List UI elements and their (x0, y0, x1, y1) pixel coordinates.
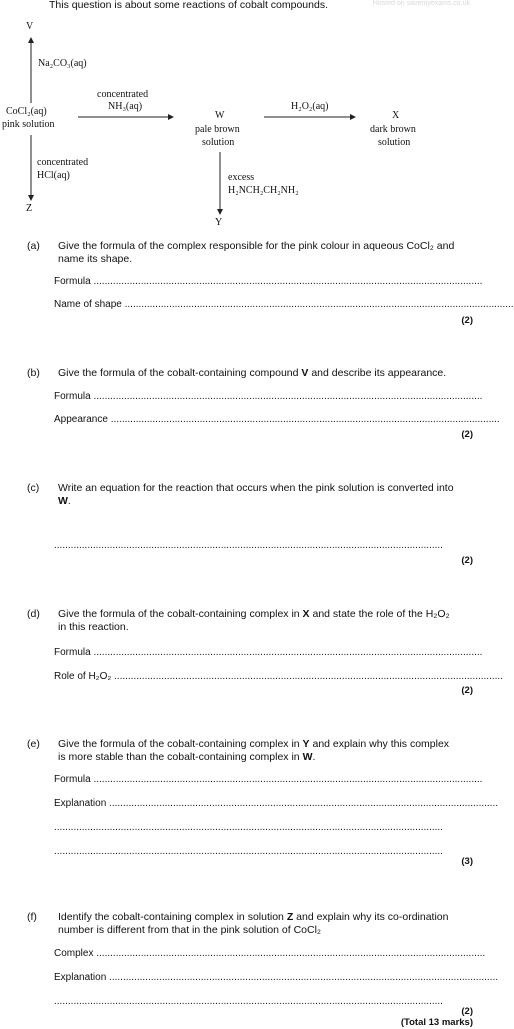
marks-f: (2) (461, 1006, 473, 1017)
answer-b-appearance-label: Appearance (54, 414, 108, 425)
species-z: Z (26, 203, 33, 214)
answer-line: ............................................................................................................................................ (109, 798, 499, 809)
question-d-label: (d) (27, 608, 40, 620)
pale-brown-label: pale brown (195, 124, 240, 135)
question-f-text-end: and explain why its co-ordination number is different from that in the pink solution of CoCl₂ (58, 911, 449, 936)
reagent-en: H₂NCH₂CH₂NH₂ (228, 185, 299, 196)
answer-b-formula[interactable] (54, 391, 483, 402)
answer-line: ............................................................................................................................................ (110, 414, 500, 425)
answer-line: ............................................................................................................................................ (93, 276, 483, 287)
marks-b: (2) (461, 429, 473, 440)
question-b-text-end: and describe its appearance. (308, 367, 447, 379)
question-a (27, 240, 457, 265)
question-c-text-end: . (67, 495, 71, 507)
reagent-na2co3: Na₂CO₃(aq) (38, 58, 87, 69)
reagent-conc-label: concentrated (97, 89, 149, 100)
reagent-hcl: HCl(aq) (37, 170, 70, 181)
question-a-label: (a) (27, 240, 40, 252)
question-d-text: Give the formula of the cobalt-containing complex in (58, 608, 303, 620)
answer-f-line-3[interactable] (54, 996, 443, 1007)
question-c (27, 482, 457, 507)
reaction-scheme-arrows (0, 0, 474, 240)
question-c-label: (c) (27, 482, 40, 494)
question-e-text-mid: and explain why this complex is more stable than the cobalt-containing complex in (58, 738, 450, 763)
reagent-nh3: NH₃(aq) (108, 101, 143, 112)
answer-e-line-3[interactable] (54, 822, 443, 833)
watermark: Hosted on savemyexams.co.uk (372, 0, 470, 7)
question-a-text: Give the formula of the complex responsible for the pink colour in aqueous CoCl₂ and name its shape. (58, 240, 455, 265)
answer-b-formula-label: Formula (54, 391, 91, 402)
answer-e-formula[interactable] (54, 774, 483, 785)
answer-d-role[interactable] (54, 671, 503, 682)
answer-line: ............................................................................................................................................ (114, 671, 503, 682)
intro-text: This question is about some reactions of cobalt compounds. (49, 0, 328, 11)
answer-line: ............................................................................................................................................ (54, 996, 443, 1007)
answer-line: ............................................................................................................................................ (93, 391, 483, 402)
question-c-bold: W (58, 495, 68, 507)
answer-d-formula-label: Formula (54, 647, 91, 658)
question-e-text-end: . (312, 751, 316, 763)
answer-e-formula-label: Formula (54, 774, 91, 785)
question-b-label: (b) (27, 367, 40, 379)
answer-line: ............................................................................................................................................ (109, 972, 499, 983)
marks-d: (2) (461, 685, 473, 696)
answer-a-formula-label: Formula (54, 276, 91, 287)
answer-line: ............................................................................................................................................ (124, 299, 514, 310)
species-x: X (392, 110, 400, 121)
answer-d-role-label: Role of H₂O₂ (54, 671, 112, 682)
question-e (27, 738, 457, 763)
answer-line: ............................................................................................................................................ (96, 948, 486, 959)
answer-line: ............................................................................................................................................ (93, 647, 483, 658)
question-d-bold: X (302, 608, 310, 620)
question-e-label: (e) (27, 738, 40, 750)
marks-a: (2) (461, 315, 473, 326)
dark-brown-label: dark brown (370, 124, 416, 135)
question-f-text: Identify the cobalt-containing complex in solution (58, 911, 287, 923)
answer-c-equation[interactable] (54, 540, 443, 551)
species-w: W (215, 110, 225, 121)
answer-line: ............................................................................................................................................ (54, 540, 443, 551)
answer-e-explanation-label: Explanation (54, 798, 107, 809)
answer-line: ............................................................................................................................................ (54, 846, 443, 857)
answer-f-explanation-label: Explanation (54, 972, 107, 983)
question-e-text: Give the formula of the cobalt-containing complex in (58, 738, 303, 750)
reagent-conc-label-2: concentrated (37, 157, 89, 168)
question-d (27, 608, 457, 633)
solution-label-w: solution (202, 137, 235, 148)
answer-f-explanation[interactable] (54, 972, 499, 983)
answer-f-complex[interactable] (54, 948, 486, 959)
answer-e-line-4[interactable] (54, 846, 443, 857)
species-cocl2: CoCl₂(aq) (6, 106, 47, 117)
question-f-label: (f) (27, 911, 37, 923)
answer-a-formula[interactable] (54, 276, 483, 287)
pink-solution-label: pink solution (2, 119, 55, 130)
question-f (27, 911, 457, 936)
reagent-h2o2: H₂O₂(aq) (291, 101, 329, 112)
question-e-bold: Y (302, 738, 310, 750)
question-b-text: Give the formula of the cobalt-containing compound (58, 367, 302, 379)
marks-e: (3) (461, 856, 473, 867)
question-e-bold-2: W (302, 751, 313, 763)
question-d-text-end: and state the role of the H₂O₂ in this reaction. (58, 608, 450, 633)
answer-b-appearance[interactable] (54, 414, 500, 425)
answer-d-formula[interactable] (54, 647, 483, 658)
species-v: V (26, 21, 34, 32)
answer-a-shape-label: Name of shape (54, 299, 122, 310)
answer-line: ............................................................................................................................................ (93, 774, 483, 785)
answer-a-shape[interactable] (54, 299, 514, 310)
answer-e-explanation[interactable] (54, 798, 499, 809)
answer-f-complex-label: Complex (54, 948, 94, 959)
question-b-bold: V (301, 367, 309, 379)
question-c-text: Write an equation for the reaction that occurs when the pink solution is converted into (58, 482, 454, 494)
species-y: Y (215, 217, 223, 228)
answer-line: ............................................................................................................................................ (54, 822, 443, 833)
total-marks: (Total 13 marks) (400, 1017, 473, 1028)
solution-label-x: solution (378, 137, 411, 148)
question-f-bold: Z (286, 911, 294, 923)
marks-c: (2) (461, 555, 473, 566)
question-b (27, 367, 457, 380)
excess-label: excess (228, 172, 255, 183)
